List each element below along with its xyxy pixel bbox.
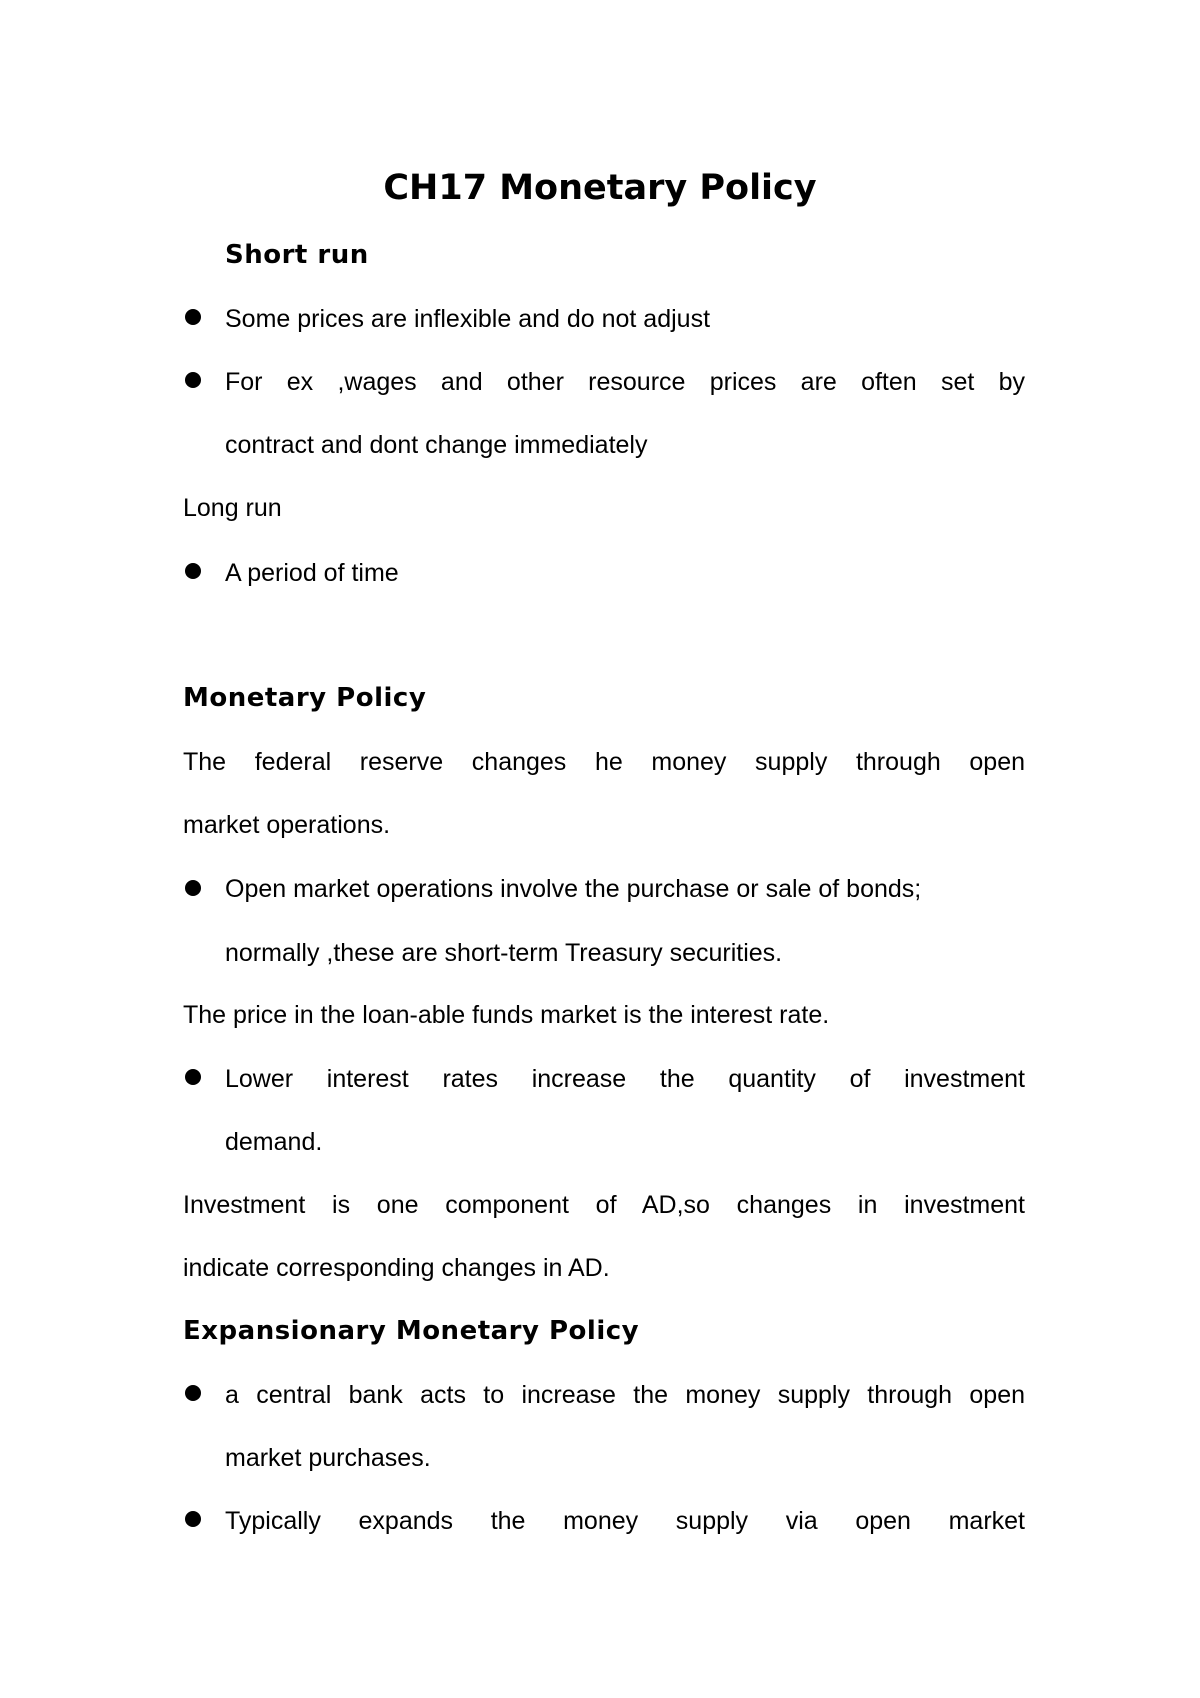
bullet-marker: [185, 1385, 201, 1401]
heading-monetary-policy: Monetary Policy: [183, 683, 427, 713]
bullet-marker: [185, 1511, 201, 1527]
bullet-marker: [185, 563, 201, 579]
paragraph-text-continued: market operations.: [183, 811, 391, 839]
bullet-text: Some prices are inflexible and do not adjust: [225, 305, 711, 333]
bullet-text: A period of time: [225, 559, 399, 587]
document-title: CH17 Monetary Policy: [383, 168, 817, 208]
bullet-marker: [185, 372, 201, 388]
bullet-marker: [185, 309, 201, 325]
bullet-text-continued: contract and dont change immediately: [225, 431, 648, 459]
bullet-text: For ex ,wages and other resource prices are often set by: [225, 368, 1025, 396]
paragraph-text: The federal reserve changes he money supply through open: [183, 748, 1025, 776]
bullet-marker: [185, 880, 201, 896]
paragraph-text: The price in the loan-able funds market is the interest rate.: [183, 1001, 830, 1029]
bullet-text: Open market operations involve the purchase or sale of bonds;: [225, 875, 922, 903]
heading-short-run: Short run: [225, 240, 369, 270]
paragraph-text-continued: indicate corresponding changes in AD.: [183, 1254, 610, 1282]
bullet-text: Typically expands the money supply via open market: [225, 1507, 1025, 1535]
bullet-marker: [185, 1069, 201, 1085]
paragraph-text: Investment is one component of AD,so changes in investment: [183, 1191, 1025, 1219]
heading-long-run: Long run: [183, 494, 282, 522]
bullet-text: a central bank acts to increase the money supply through open: [225, 1381, 1025, 1409]
bullet-text-continued: normally ,these are short-term Treasury securities.: [225, 939, 783, 967]
bullet-text: Lower interest rates increase the quantity of investment: [225, 1065, 1025, 1093]
bullet-text-continued: market purchases.: [225, 1444, 431, 1472]
heading-expansionary-monetary-policy: Expansionary Monetary Policy: [183, 1316, 640, 1346]
bullet-text-continued: demand.: [225, 1128, 323, 1156]
